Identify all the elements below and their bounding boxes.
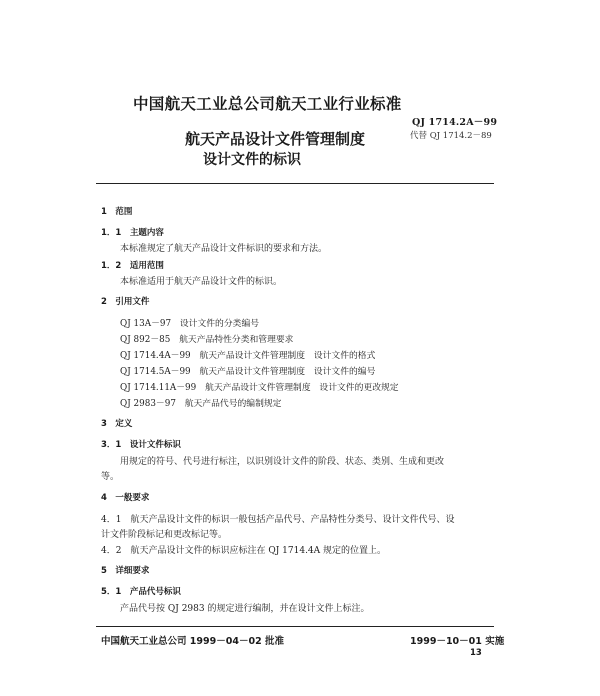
section-1-2-heading: 1．2 适用范围	[101, 261, 164, 271]
replaces-standard: 代替 QJ 1714.2－89	[410, 131, 492, 141]
reference-item: QJ 13A－97 设计文件的分类编号	[120, 319, 260, 329]
reference-item: QJ 2983－97 航天产品代号的编制规定	[120, 399, 282, 409]
reference-item: QJ 892－85 航天产品特性分类和管理要求	[120, 335, 294, 345]
document-subtitle: 设计文件的标识	[203, 152, 301, 168]
approval-line: 中国航天工业总公司 1999－04－02 批准	[101, 636, 284, 647]
section-3-1-heading: 3．1 设计文件标识	[101, 440, 181, 450]
section-5-heading: 5 详细要求	[101, 566, 150, 576]
section-3-heading: 3 定义	[101, 419, 133, 429]
footer-rule	[96, 626, 494, 627]
issuing-organization: 中国航天工业总公司航天工业行业标准	[133, 95, 402, 113]
section-5-1-text: 产品代号按 QJ 2983 的规定进行编制，并在设计文件上标注。	[120, 604, 370, 614]
section-4-2-text: 4．2 航天产品设计文件的标识应标注在 QJ 1714.4A 规定的位置上。	[101, 546, 387, 556]
section-4-1-text: 4．1 航天产品设计文件的标识一般包括产品代号、产品特性分类号、设计文件代号、设	[101, 515, 455, 525]
section-1-1-text: 本标准规定了航天产品设计文件标识的要求和方法。	[120, 244, 328, 254]
section-3-1-text: 用规定的符号、代号进行标注，以识别设计文件的阶段、状态、类别、生成和更改	[120, 457, 445, 467]
section-2-heading: 2 引用文件	[101, 297, 150, 307]
section-4-heading: 4 一般要求	[101, 493, 150, 503]
section-1-1-heading: 1．1 主题内容	[101, 228, 164, 238]
document-title: 航天产品设计文件管理制度	[185, 130, 366, 148]
reference-item: QJ 1714.11A－99 航天产品设计文件管理制度 设计文件的更改规定	[120, 383, 399, 393]
section-1-heading: 1 范围	[101, 207, 133, 217]
header-rule	[96, 183, 494, 184]
section-1-2-text: 本标准适用于航天产品设计文件的标识。	[120, 277, 283, 287]
section-3-1-text-cont: 等。	[101, 472, 120, 482]
section-5-1-heading: 5．1 产品代号标识	[101, 587, 181, 597]
reference-item: QJ 1714.4A－99 航天产品设计文件管理制度 设计文件的格式	[120, 351, 376, 361]
standard-code: QJ 1714.2A－99	[412, 117, 498, 128]
implementation-date: 1999－10－01 实施	[410, 636, 505, 647]
section-4-1-text-cont: 计文件阶段标记和更改标记等。	[101, 530, 228, 540]
reference-item: QJ 1714.5A－99 航天产品设计文件管理制度 设计文件的编号	[120, 367, 376, 377]
page-number: 13	[470, 648, 482, 658]
